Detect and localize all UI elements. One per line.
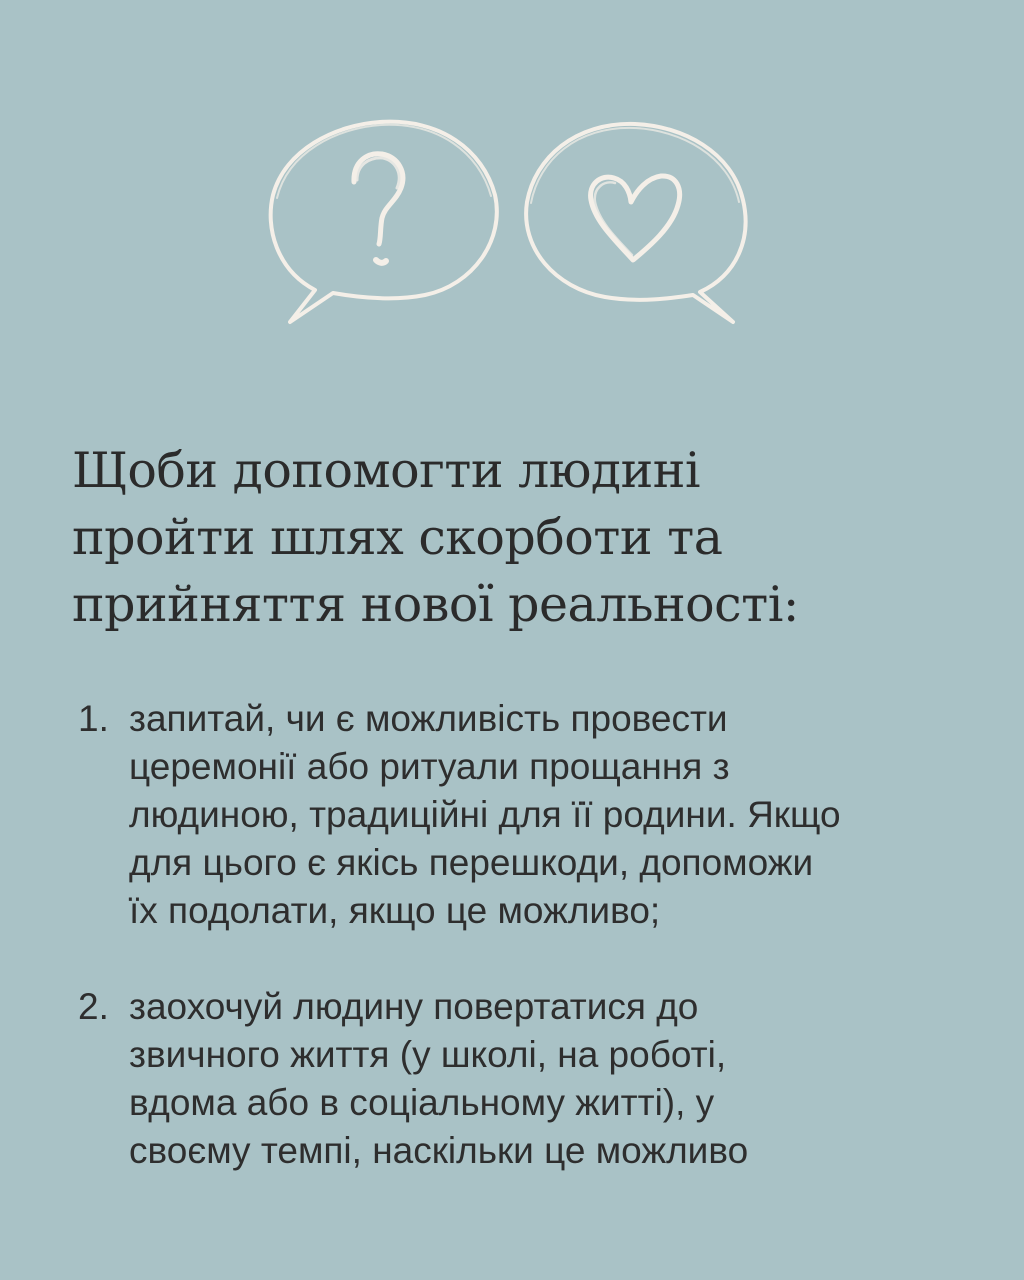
question-mark-icon xyxy=(354,154,403,263)
list-item-line: заохочуй людину повертатися до xyxy=(129,986,699,1027)
list-item-line: для цього є якісь перешкоди, допоможи xyxy=(129,842,814,883)
title-line: пройти шлях скорботи та xyxy=(72,509,723,566)
advice-list xyxy=(72,695,972,1175)
list-item-line: церемонії або ритуали прощання з xyxy=(129,746,730,787)
list-item-number: 1. xyxy=(78,698,109,739)
list-item-text xyxy=(129,695,969,935)
title-line: Щоби допомогти людині xyxy=(72,442,701,499)
title-line: прийняття нової реальності: xyxy=(72,576,799,633)
list-item-text xyxy=(129,983,969,1175)
list-item-number: 2. xyxy=(78,986,109,1027)
list-item-line: їх подолати, якщо це можливо; xyxy=(129,890,661,931)
heart-icon xyxy=(591,176,680,260)
list-item xyxy=(72,983,972,1175)
list-item-line: людиною, традиційні для її родини. Якщо xyxy=(129,794,841,835)
list-item-line: своєму темпі, наскільки це можливо xyxy=(129,1130,749,1171)
list-item-line: звичного життя (у школі, на роботі, xyxy=(129,1034,727,1075)
list-item-line: запитай, чи є можливість провести xyxy=(129,698,728,739)
speech-bubbles-illustration xyxy=(255,110,765,340)
list-item-line: вдома або в соціальному житті), у xyxy=(129,1082,715,1123)
list-item xyxy=(72,695,972,935)
page-title xyxy=(72,437,972,638)
